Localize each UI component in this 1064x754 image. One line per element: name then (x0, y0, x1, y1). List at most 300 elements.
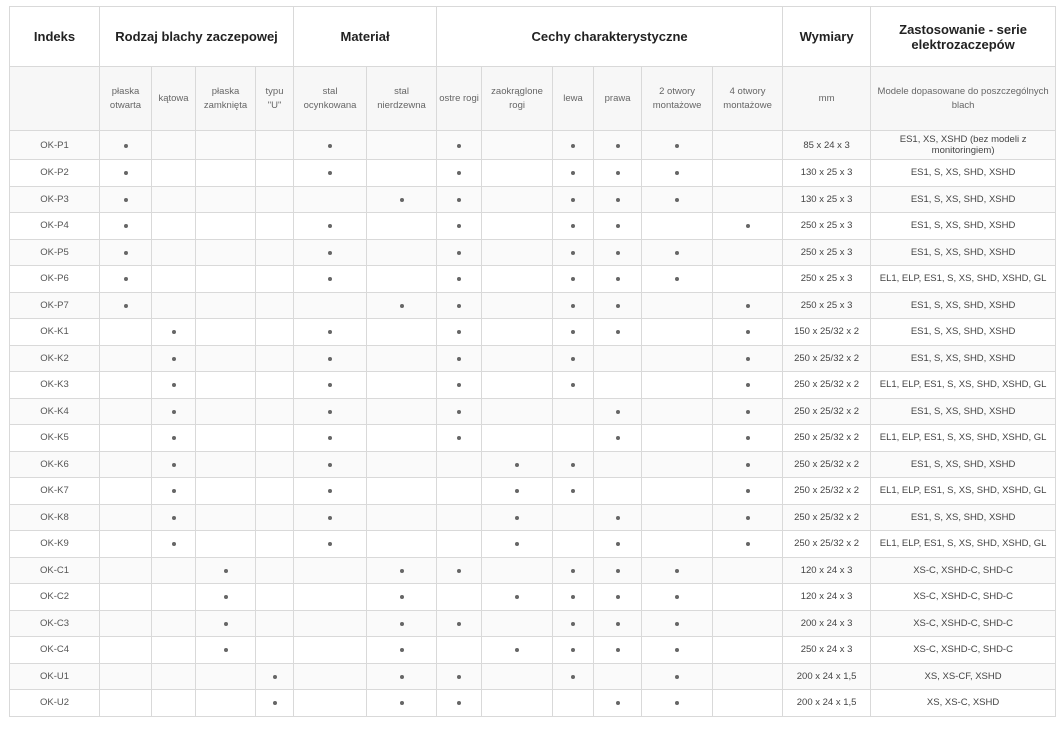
feature-cell (713, 504, 783, 531)
feature-cell (196, 610, 256, 637)
table-row (10, 266, 1056, 293)
bullet-dot-icon (515, 489, 519, 493)
row-dimensions: 250 x 25 x 3 (783, 266, 871, 293)
row-index: OK-U2 (10, 690, 100, 717)
feature-cell (713, 266, 783, 293)
feature-cell (553, 266, 594, 293)
row-index: OK-U1 (10, 663, 100, 690)
row-application: EL1, ELP, ES1, S, XS, SHD, XSHD, GL (871, 478, 1056, 505)
bullet-dot-icon (457, 569, 461, 573)
feature-cell (256, 213, 294, 240)
feature-cell (482, 610, 553, 637)
feature-cell (256, 504, 294, 531)
bullet-dot-icon (616, 410, 620, 414)
spec-table (9, 6, 1056, 717)
feature-cell (437, 557, 482, 584)
feature-cell (196, 584, 256, 611)
subheader-cell: stal nierdzewna (367, 67, 437, 131)
feature-cell (553, 610, 594, 637)
feature-cell (437, 372, 482, 399)
feature-cell (100, 345, 152, 372)
feature-cell (713, 451, 783, 478)
bullet-dot-icon (328, 251, 332, 255)
feature-cell (482, 266, 553, 293)
feature-cell (594, 345, 642, 372)
feature-cell (437, 610, 482, 637)
row-application: XS-C, XSHD-C, SHD-C (871, 557, 1056, 584)
feature-cell (482, 319, 553, 346)
bullet-dot-icon (273, 675, 277, 679)
table-row (10, 425, 1056, 452)
plate-type-header: Rodzaj blachy zaczepowej (100, 7, 294, 67)
feature-cell (594, 451, 642, 478)
feature-cell (437, 663, 482, 690)
feature-cell (294, 637, 367, 664)
bullet-dot-icon (675, 701, 679, 705)
feature-cell (553, 690, 594, 717)
bullet-dot-icon (224, 648, 228, 652)
feature-cell (152, 504, 196, 531)
feature-cell (594, 131, 642, 160)
table-body (10, 131, 1056, 717)
feature-cell (367, 451, 437, 478)
row-dimensions: 250 x 25 x 3 (783, 292, 871, 319)
feature-cell (437, 504, 482, 531)
bullet-dot-icon (400, 198, 404, 202)
bullet-dot-icon (515, 542, 519, 546)
row-index: OK-K1 (10, 319, 100, 346)
table-row (10, 531, 1056, 558)
table-row (10, 398, 1056, 425)
index-header: Indeks (10, 7, 100, 67)
feature-cell (100, 398, 152, 425)
feature-cell (437, 266, 482, 293)
bullet-dot-icon (675, 648, 679, 652)
bullet-dot-icon (400, 569, 404, 573)
bullet-dot-icon (571, 198, 575, 202)
feature-cell (152, 478, 196, 505)
row-index: OK-K9 (10, 531, 100, 558)
header-row (10, 7, 1056, 67)
feature-cell (642, 372, 713, 399)
subheader-cell: zaokrąglone rogi (482, 67, 553, 131)
feature-cell (152, 239, 196, 266)
feature-cell (642, 160, 713, 187)
table-row (10, 213, 1056, 240)
row-index: OK-K3 (10, 372, 100, 399)
feature-cell (713, 186, 783, 213)
row-dimensions: 130 x 25 x 3 (783, 186, 871, 213)
feature-cell (152, 610, 196, 637)
feature-cell (642, 637, 713, 664)
bullet-dot-icon (571, 595, 575, 599)
bullet-dot-icon (675, 595, 679, 599)
feature-cell (294, 610, 367, 637)
subheader-cell: lewa (553, 67, 594, 131)
feature-cell (196, 557, 256, 584)
feature-cell (294, 292, 367, 319)
feature-cell (437, 531, 482, 558)
feature-cell (553, 160, 594, 187)
bullet-dot-icon (457, 171, 461, 175)
row-index: OK-C3 (10, 610, 100, 637)
feature-cell (294, 372, 367, 399)
bullet-dot-icon (571, 304, 575, 308)
feature-cell (367, 663, 437, 690)
feature-cell (553, 319, 594, 346)
feature-cell (196, 213, 256, 240)
feature-cell (100, 131, 152, 160)
feature-cell (713, 663, 783, 690)
row-dimensions: 250 x 25/32 x 2 (783, 345, 871, 372)
feature-cell (256, 610, 294, 637)
feature-cell (642, 345, 713, 372)
feature-cell (152, 292, 196, 319)
feature-cell (482, 292, 553, 319)
feature-cell (642, 557, 713, 584)
bullet-dot-icon (746, 542, 750, 546)
bullet-dot-icon (124, 277, 128, 281)
feature-cell (642, 504, 713, 531)
feature-cell (642, 292, 713, 319)
bullet-dot-icon (675, 171, 679, 175)
feature-cell (294, 478, 367, 505)
bullet-dot-icon (616, 648, 620, 652)
row-index: OK-K8 (10, 504, 100, 531)
feature-cell (152, 557, 196, 584)
bullet-dot-icon (457, 330, 461, 334)
feature-cell (256, 398, 294, 425)
feature-cell (367, 239, 437, 266)
feature-cell (100, 637, 152, 664)
feature-cell (594, 531, 642, 558)
feature-cell (482, 239, 553, 266)
row-application: EL1, ELP, ES1, S, XS, SHD, XSHD, GL (871, 372, 1056, 399)
bullet-dot-icon (457, 675, 461, 679)
feature-cell (553, 345, 594, 372)
feature-cell (294, 160, 367, 187)
feature-cell (294, 213, 367, 240)
bullet-dot-icon (400, 304, 404, 308)
feature-cell (100, 266, 152, 293)
table-row (10, 292, 1056, 319)
feature-cell (256, 186, 294, 213)
feature-cell (196, 131, 256, 160)
feature-cell (553, 186, 594, 213)
feature-cell (196, 637, 256, 664)
bullet-dot-icon (571, 144, 575, 148)
feature-cell (256, 425, 294, 452)
feature-cell (152, 186, 196, 213)
bullet-dot-icon (172, 489, 176, 493)
feature-cell (594, 186, 642, 213)
feature-cell (482, 186, 553, 213)
feature-cell (100, 213, 152, 240)
feature-cell (553, 637, 594, 664)
feature-cell (196, 690, 256, 717)
feature-cell (642, 584, 713, 611)
feature-cell (152, 663, 196, 690)
row-index: OK-P7 (10, 292, 100, 319)
feature-cell (367, 372, 437, 399)
feature-cell (642, 266, 713, 293)
row-dimensions: 250 x 25/32 x 2 (783, 398, 871, 425)
feature-cell (256, 584, 294, 611)
table-row (10, 372, 1056, 399)
feature-cell (594, 239, 642, 266)
feature-cell (437, 637, 482, 664)
feature-cell (594, 663, 642, 690)
feature-cell (100, 372, 152, 399)
row-application: XS-C, XSHD-C, SHD-C (871, 637, 1056, 664)
material-header: Materiał (294, 7, 437, 67)
feature-cell (594, 478, 642, 505)
feature-cell (482, 131, 553, 160)
bullet-dot-icon (328, 383, 332, 387)
table-row (10, 186, 1056, 213)
feature-cell (294, 131, 367, 160)
feature-cell (437, 478, 482, 505)
row-dimensions: 250 x 25 x 3 (783, 239, 871, 266)
feature-cell (152, 372, 196, 399)
subheader-cell: mm (783, 67, 871, 131)
bullet-dot-icon (515, 463, 519, 467)
row-index: OK-P6 (10, 266, 100, 293)
feature-cell (713, 637, 783, 664)
feature-cell (553, 398, 594, 425)
bullet-dot-icon (616, 622, 620, 626)
table-row (10, 239, 1056, 266)
bullet-dot-icon (616, 542, 620, 546)
feature-cell (594, 292, 642, 319)
feature-cell (594, 584, 642, 611)
application-header: Zastosowanie - serie elektrozaczepów (871, 7, 1056, 67)
feature-cell (196, 398, 256, 425)
bullet-dot-icon (746, 357, 750, 361)
feature-cell (294, 663, 367, 690)
bullet-dot-icon (457, 224, 461, 228)
feature-cell (482, 637, 553, 664)
bullet-dot-icon (675, 251, 679, 255)
bullet-dot-icon (328, 436, 332, 440)
bullet-dot-icon (457, 198, 461, 202)
feature-cell (482, 213, 553, 240)
feature-cell (437, 690, 482, 717)
bullet-dot-icon (172, 436, 176, 440)
feature-cell (482, 531, 553, 558)
bullet-dot-icon (571, 569, 575, 573)
bullet-dot-icon (675, 144, 679, 148)
feature-cell (594, 610, 642, 637)
feature-cell (152, 398, 196, 425)
feature-cell (713, 345, 783, 372)
bullet-dot-icon (400, 595, 404, 599)
bullet-dot-icon (746, 489, 750, 493)
row-dimensions: 250 x 25/32 x 2 (783, 504, 871, 531)
dimensions-header: Wymiary (783, 7, 871, 67)
bullet-dot-icon (515, 648, 519, 652)
feature-cell (713, 319, 783, 346)
table-row (10, 131, 1056, 160)
feature-cell (367, 319, 437, 346)
bullet-dot-icon (224, 595, 228, 599)
feature-cell (367, 637, 437, 664)
feature-cell (713, 425, 783, 452)
feature-cell (553, 292, 594, 319)
feature-cell (553, 531, 594, 558)
bullet-dot-icon (616, 516, 620, 520)
bullet-dot-icon (457, 383, 461, 387)
bullet-dot-icon (746, 224, 750, 228)
bullet-dot-icon (571, 489, 575, 493)
feature-cell (256, 690, 294, 717)
feature-cell (367, 345, 437, 372)
feature-cell (256, 637, 294, 664)
bullet-dot-icon (328, 410, 332, 414)
row-dimensions: 250 x 25/32 x 2 (783, 531, 871, 558)
table-row (10, 345, 1056, 372)
feature-cell (100, 292, 152, 319)
feature-cell (256, 319, 294, 346)
bullet-dot-icon (328, 224, 332, 228)
bullet-dot-icon (616, 569, 620, 573)
feature-cell (196, 425, 256, 452)
feature-cell (642, 425, 713, 452)
row-application: EL1, ELP, ES1, S, XS, SHD, XSHD, GL (871, 266, 1056, 293)
feature-cell (713, 610, 783, 637)
feature-cell (594, 319, 642, 346)
bullet-dot-icon (616, 144, 620, 148)
feature-cell (553, 239, 594, 266)
bullet-dot-icon (457, 277, 461, 281)
bullet-dot-icon (616, 277, 620, 281)
feature-cell (294, 186, 367, 213)
feature-cell (196, 292, 256, 319)
feature-cell (713, 239, 783, 266)
feature-cell (482, 398, 553, 425)
feature-cell (713, 398, 783, 425)
feature-cell (482, 160, 553, 187)
feature-cell (437, 345, 482, 372)
row-index: OK-K2 (10, 345, 100, 372)
row-application: XS-C, XSHD-C, SHD-C (871, 610, 1056, 637)
bullet-dot-icon (328, 463, 332, 467)
feature-cell (367, 398, 437, 425)
feature-cell (100, 239, 152, 266)
feature-cell (553, 478, 594, 505)
bullet-dot-icon (457, 436, 461, 440)
bullet-dot-icon (400, 648, 404, 652)
feature-cell (256, 131, 294, 160)
bullet-dot-icon (675, 569, 679, 573)
table-row (10, 319, 1056, 346)
feature-cell (642, 213, 713, 240)
feature-cell (100, 319, 152, 346)
feature-cell (196, 345, 256, 372)
feature-cell (642, 131, 713, 160)
row-application: ES1, S, XS, SHD, XSHD (871, 319, 1056, 346)
feature-cell (642, 319, 713, 346)
feature-cell (256, 557, 294, 584)
bullet-dot-icon (457, 622, 461, 626)
feature-cell (256, 160, 294, 187)
feature-cell (713, 557, 783, 584)
feature-cell (437, 425, 482, 452)
feature-cell (367, 531, 437, 558)
bullet-dot-icon (616, 436, 620, 440)
bullet-dot-icon (328, 330, 332, 334)
row-application: XS, XS-CF, XSHD (871, 663, 1056, 690)
bullet-dot-icon (124, 144, 128, 148)
row-application: XS-C, XSHD-C, SHD-C (871, 584, 1056, 611)
feature-cell (642, 690, 713, 717)
feature-cell (482, 690, 553, 717)
feature-cell (553, 372, 594, 399)
bullet-dot-icon (616, 701, 620, 705)
row-dimensions: 130 x 25 x 3 (783, 160, 871, 187)
feature-cell (482, 663, 553, 690)
row-index: OK-P2 (10, 160, 100, 187)
bullet-dot-icon (172, 463, 176, 467)
feature-cell (482, 425, 553, 452)
table-row (10, 690, 1056, 717)
bullet-dot-icon (515, 595, 519, 599)
row-application: ES1, S, XS, SHD, XSHD (871, 398, 1056, 425)
feature-cell (367, 186, 437, 213)
feature-cell (152, 531, 196, 558)
bullet-dot-icon (616, 224, 620, 228)
feature-cell (100, 531, 152, 558)
feature-cell (152, 425, 196, 452)
feature-cell (367, 131, 437, 160)
row-application: ES1, S, XS, SHD, XSHD (871, 213, 1056, 240)
feature-cell (100, 160, 152, 187)
feature-cell (294, 398, 367, 425)
bullet-dot-icon (172, 410, 176, 414)
subheader-cell: kątowa (152, 67, 196, 131)
bullet-dot-icon (571, 383, 575, 387)
feature-cell (437, 131, 482, 160)
feature-cell (594, 160, 642, 187)
bullet-dot-icon (746, 516, 750, 520)
feature-cell (482, 504, 553, 531)
feature-cell (482, 372, 553, 399)
bullet-dot-icon (273, 701, 277, 705)
feature-cell (437, 186, 482, 213)
row-index: OK-P4 (10, 213, 100, 240)
feature-cell (294, 266, 367, 293)
row-dimensions: 250 x 25/32 x 2 (783, 372, 871, 399)
row-dimensions: 250 x 25 x 3 (783, 213, 871, 240)
row-index: OK-K7 (10, 478, 100, 505)
bullet-dot-icon (616, 595, 620, 599)
feature-cell (294, 425, 367, 452)
bullet-dot-icon (746, 330, 750, 334)
feature-cell (367, 584, 437, 611)
bullet-dot-icon (328, 542, 332, 546)
feature-cell (100, 504, 152, 531)
feature-cell (367, 425, 437, 452)
subheader-cell: płaska zamknięta (196, 67, 256, 131)
row-application: ES1, S, XS, SHD, XSHD (871, 451, 1056, 478)
bullet-dot-icon (746, 436, 750, 440)
bullet-dot-icon (571, 648, 575, 652)
subheader-cell: Modele dopasowane do poszczególnych blach (871, 67, 1056, 131)
feature-cell (152, 584, 196, 611)
row-index: OK-K4 (10, 398, 100, 425)
bullet-dot-icon (616, 304, 620, 308)
row-dimensions: 120 x 24 x 3 (783, 557, 871, 584)
